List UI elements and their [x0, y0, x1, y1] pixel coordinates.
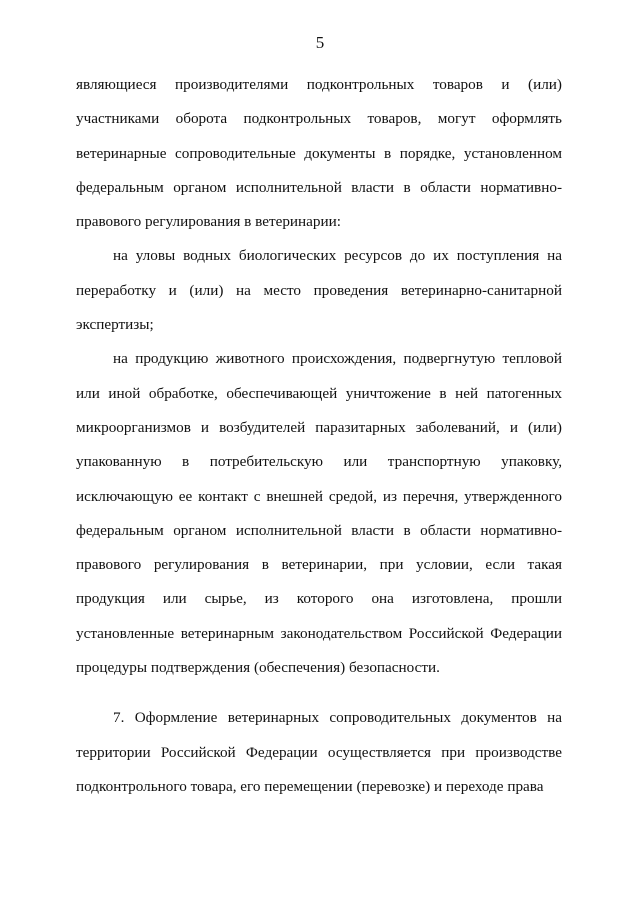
paragraph-fish-catch: на уловы водных биологических ресурсов до их поступления на переработку и (или) на место проведения ветеринарно-санитарной экспертизы; [76, 247, 562, 334]
paragraph-continuation: являющиеся производителями подконтрольных товаров и (или) участниками оборота подконтрольных товаров, могут оформлять ветеринарные сопроводительные документы в порядке, установленном федеральным органом исполнительной власти в области нормативно-правового регулирования в ветеринарии: [76, 76, 562, 231]
paragraph-item-7: 7. Оформление ветеринарных сопроводительных документов на территории Российской Федерации осуществляется при производстве подконтрольного товара, его перемещении (перевозке) и переходе права [76, 709, 562, 795]
document-body [76, 68, 562, 804]
paragraph-animal-products: на продукцию животного происхождения, подвергнутую тепловой или иной обработке, обеспечивающей уничтожение в ней патогенных микроорганизмов и возбудителей паразитарных заболеваний, и (или) упакованную в потребительскую или транспортную упаковку, исключающую ее контакт с внешней средой, из перечня, утвержденного федеральным органом исполнительной власти в области нормативно-правового регулирования в ветеринарии, при условии, если такая продукция или сырье, из которого она изготовлена, прошли установленные ветеринарным законодательством Российской Федерации процедуры подтверждения (обеспечения) безопасности. [76, 350, 562, 677]
page-number: 5 [315, 33, 325, 52]
